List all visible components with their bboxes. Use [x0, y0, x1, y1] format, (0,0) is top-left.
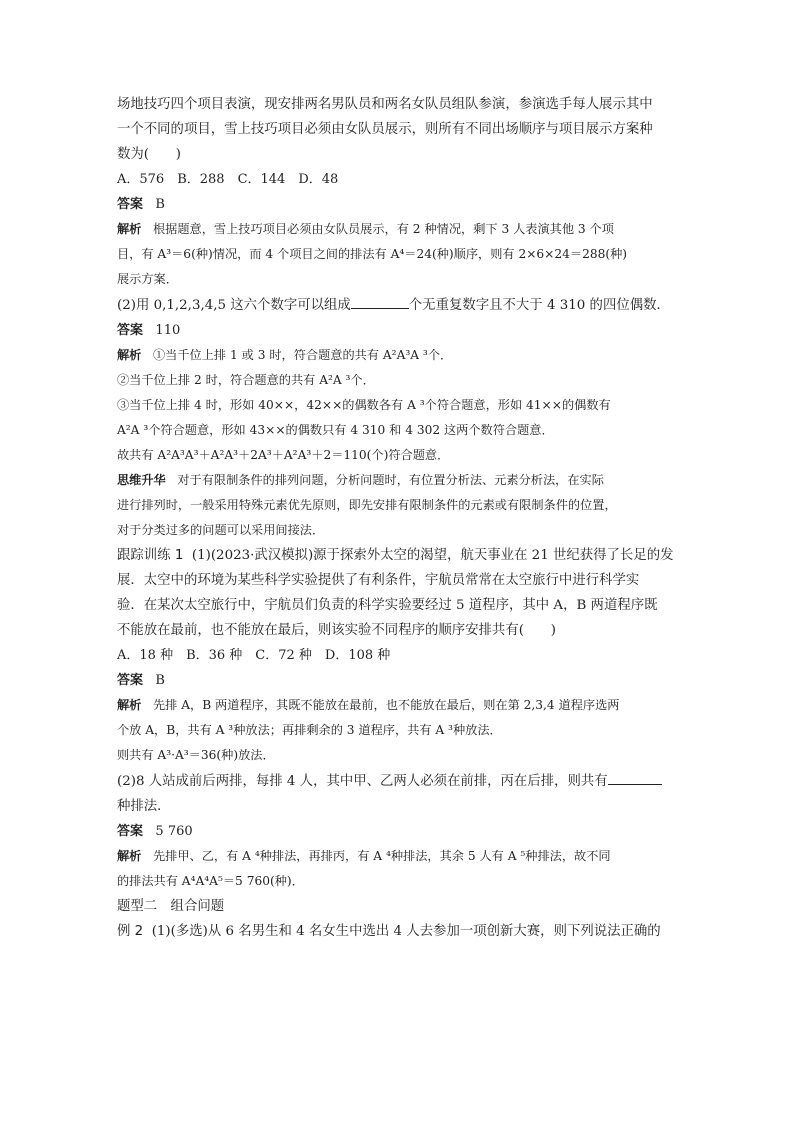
question-suffix: 个无重复数字且不大于 4 310 的四位偶数． [408, 298, 670, 313]
question-prefix: (2)8 人站成前后两排，每排 4 人，其中甲、乙两人必须在前排，丙在后排，则共有 [117, 774, 608, 789]
question-text-line: 展．太空中的环境为某些科学实验提供了有利条件，宇航员常常在太空旅行中进行科学实 [117, 573, 640, 588]
analysis-text: 先排 A，B 两道程序，其既不能放在最前，也不能放在最后，则在第 2,3,4 道程序选两 [153, 698, 620, 712]
analysis-label: 解析 [117, 849, 142, 863]
answer-row [117, 823, 679, 840]
answer-value: 5 760 [155, 824, 193, 839]
answer-value: B [155, 673, 165, 688]
analysis-text: 先排甲、乙，有 A ⁴种排法，再排丙，有 A ⁴种排法，其余 5 人有 A ⁵种排法，故不同 [153, 849, 611, 863]
answer-options: A．576 B．288 C．144 D．48 [117, 172, 339, 187]
analysis-text-line: 目，有 A³＝6(种)情况，而 4 个项目之间的排法有 A⁴＝24(种)顺序，则有 2×6×24＝288(种) [117, 247, 628, 261]
analysis-row [117, 848, 679, 865]
document-body [117, 96, 679, 940]
answer-row [117, 196, 679, 213]
question-text-line: 一个不同的项目，雪上技巧项目必须由女队员展示，则所有不同出场顺序与项目展示方案种 [117, 122, 653, 137]
analysis-text-line: ③当千位上排 4 时，形如 40××，42××的偶数各有 A ³个符合题意，形如 41××的偶数有 [117, 398, 611, 412]
analysis-label: 解析 [117, 348, 142, 362]
answer-label: 答案 [117, 323, 144, 338]
question-text-line [117, 296, 679, 314]
answer-options: A．18 种 B．36 种 C．72 种 D．108 种 [117, 648, 391, 663]
answer-value: B [155, 197, 165, 212]
question-prefix: (2)用 0,1,2,3,4,5 这六个数字可以组成 [117, 298, 351, 313]
answer-label: 答案 [117, 673, 144, 688]
question-text-line: 数为( ) [117, 147, 182, 162]
analysis-row [117, 347, 679, 364]
analysis-text-line: 则共有 A³·A³＝36(种)放法． [117, 748, 275, 762]
analysis-text-line: ②当千位上排 2 时，符合题意的共有 A²A ³个． [117, 373, 375, 387]
question-text-line: 验．在某次太空旅行中，宇航员们负责的科学实验要经过 5 道程序，其中 A，B 两道程序既 [117, 598, 658, 613]
example-label: 例 2 [117, 924, 144, 939]
question-text-line: 场地技巧四个项目表演，现安排两名男队员和两名女队员组队参演，参演选手每人展示其中 [117, 97, 653, 112]
analysis-text-line: A²A ³个符合题意，形如 43××的偶数只有 4 310 和 4 302 这两个数符合题意． [117, 423, 554, 437]
analysis-label: 解析 [117, 222, 142, 236]
training-label: 跟踪训练 1 [117, 548, 184, 563]
analysis-label: 解析 [117, 698, 142, 712]
example-text: (1)(多选)从 6 名男生和 4 名女生中选出 4 人去参加一项创新大赛，则下列说法正确的 [151, 924, 661, 939]
analysis-text-line: 展示方案． [117, 272, 178, 286]
thinking-label: 思维升华 [117, 473, 166, 487]
thinking-summary-row [117, 472, 679, 489]
answer-label: 答案 [117, 824, 144, 839]
analysis-text-line: 故共有 A²A³A³＋A²A³＋2A³＋A²A³＋2＝110(个)符合题意． [117, 448, 450, 462]
training-text: (1)(2023·武汉模拟)源于探索外太空的渴望，航天事业在 21 世纪获得了长足的发 [191, 548, 674, 563]
question-text-line: 不能放在最前，也不能放在最后，则该实验不同程序的顺序安排共有( ) [117, 623, 556, 638]
answer-row [117, 322, 679, 339]
fill-blank [608, 772, 662, 785]
question-text-line [117, 772, 679, 790]
question-text-line: 种排法． [117, 799, 171, 814]
analysis-text: 根据题意，雪上技巧项目必须由女队员展示，有 2 种情况，剩下 3 人表演其他 3 个项 [153, 222, 614, 236]
example-row [117, 923, 679, 940]
thinking-text: 对于有限制条件的排列问题，分析问题时，有位置分析法、元素分析法，在实际 [177, 473, 604, 487]
fill-blank [351, 296, 409, 309]
answer-value: 110 [155, 323, 181, 338]
analysis-text-line: 的排法共有 A⁴A⁴A⁵＝5 760(种)． [117, 874, 304, 888]
analysis-text: ①当千位上排 1 或 3 时，符合题意的共有 A²A³A ³个． [153, 348, 453, 362]
analysis-text-line: 个放 A，B，共有 A ³种放法；再排剩余的 3 道程序，共有 A ³种放法． [117, 723, 502, 737]
analysis-row [117, 697, 679, 714]
training-row [117, 547, 679, 564]
answer-row [117, 672, 679, 689]
section-title: 题型二 组合问题 [117, 899, 225, 914]
thinking-text-line: 进行排列时，一般采用特殊元素优先原则，即先安排有限制条件的元素或有限制条件的位置， [117, 498, 617, 512]
answer-label: 答案 [117, 197, 144, 212]
analysis-row [117, 221, 679, 238]
thinking-text-line: 对于分类过多的问题可以采用间接法． [117, 523, 325, 537]
